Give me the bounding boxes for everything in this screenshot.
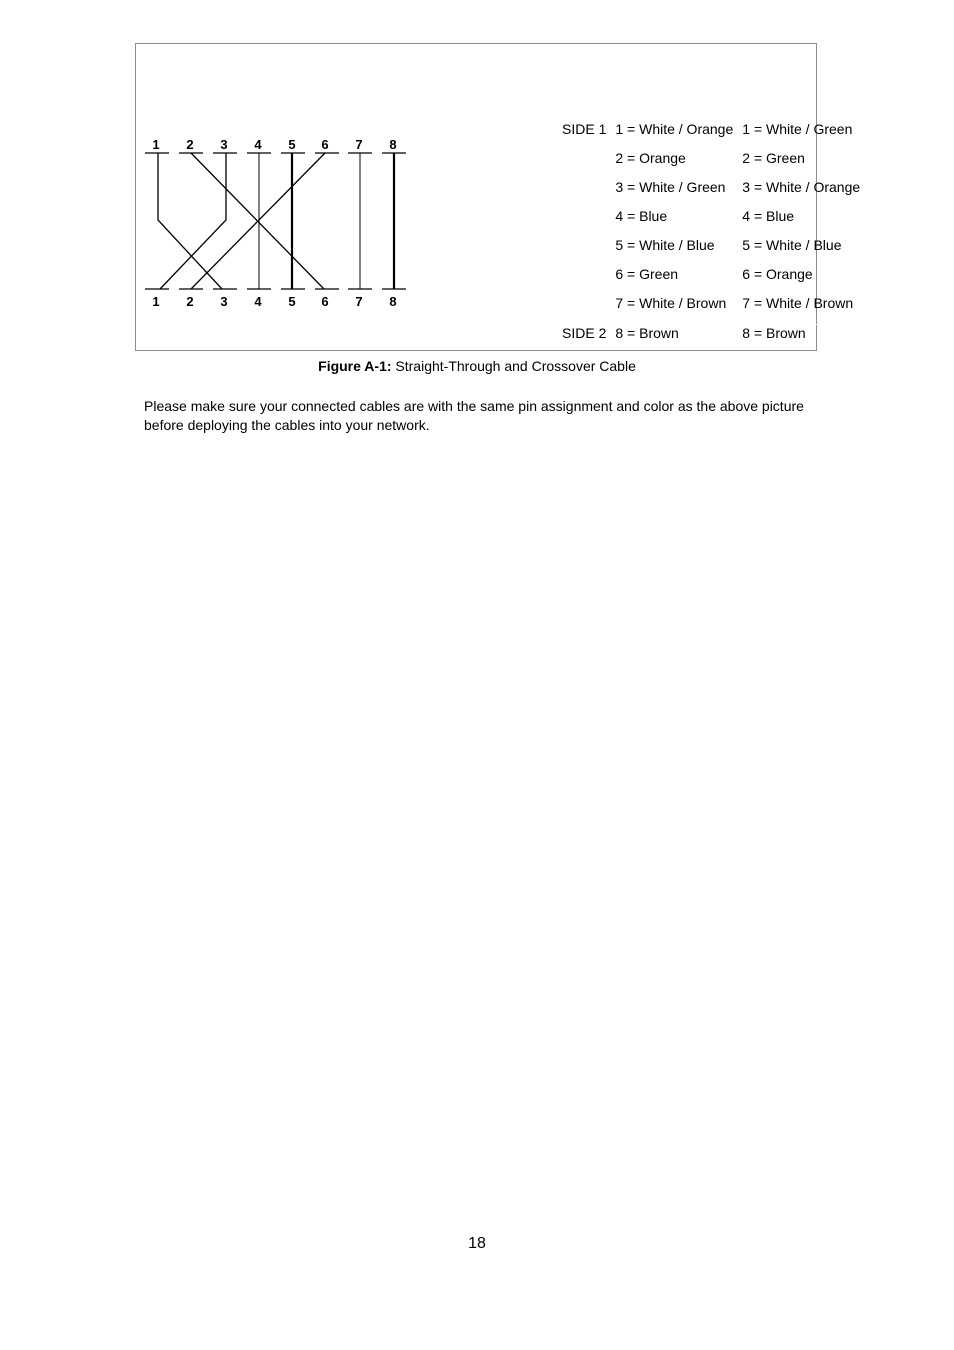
bottom-pin-label: 3 xyxy=(220,294,228,309)
top-pin-label: 3 xyxy=(220,137,228,152)
crossover-cell: 6 = Orange xyxy=(742,266,813,282)
bottom-pin-label: 5 xyxy=(288,294,296,309)
body-paragraph: Please make sure your connected cables are with the same pin assignment and color as the above picture before deploying the cables into your network. xyxy=(144,398,804,433)
straight-through-cell: 5 = White / Blue xyxy=(615,237,715,253)
top-pin-label: 6 xyxy=(321,137,329,152)
top-pin-label: 2 xyxy=(186,137,194,152)
straight-through-cell: 3 = White / Green xyxy=(615,179,726,195)
figure-caption xyxy=(0,358,954,374)
caption-text: Straight-Through and Crossover Cable xyxy=(391,358,636,374)
side-2-label: SIDE 2 xyxy=(562,324,607,341)
straight-through-cell: 4 = Blue xyxy=(615,208,668,224)
table-row xyxy=(553,208,860,237)
top-pin-label: 8 xyxy=(389,137,397,152)
straight-through-cell: 8 = Brown xyxy=(606,325,733,355)
bottom-pin-label: 2 xyxy=(186,294,194,309)
crossover-wiring-diagram xyxy=(136,44,426,350)
straight-through-cell: 6 = Green xyxy=(615,266,679,282)
crossover-cell: 4 = Blue xyxy=(742,208,795,224)
wire-1-to-3 xyxy=(158,153,222,289)
pin-assignment-table xyxy=(553,121,860,354)
crossover-cell: 8 = Brown xyxy=(733,325,860,355)
bottom-pin-label: 7 xyxy=(355,294,363,309)
top-pin-label: 4 xyxy=(254,137,262,152)
bottom-pin-label: 8 xyxy=(389,294,397,309)
crossover-cell: 2 = Green xyxy=(742,150,805,166)
figure-box xyxy=(135,43,861,351)
straight-through-cell: 1 = White / Orange xyxy=(615,121,734,137)
bottom-pin-label: 6 xyxy=(321,294,329,309)
page-number: 18 xyxy=(468,1235,486,1252)
wire-3-to-1 xyxy=(160,153,226,289)
table-row xyxy=(553,150,860,179)
crossover-cell: 5 = White / Blue xyxy=(742,237,842,253)
table-row xyxy=(553,121,860,150)
table-row xyxy=(553,179,860,208)
top-pin-labels xyxy=(152,137,396,152)
crossover-cell: 1 = White / Green xyxy=(742,121,853,137)
top-pin-label: 5 xyxy=(288,137,296,152)
bottom-pin-label: 1 xyxy=(152,294,160,309)
crossover-cell: 7 = White / Brown xyxy=(742,295,854,311)
table-row xyxy=(553,237,860,266)
crossover-cell: 3 = White / Orange xyxy=(742,179,861,195)
bottom-pin-label: 4 xyxy=(254,294,262,309)
straight-through-cell: 2 = Orange xyxy=(615,150,686,166)
bottom-pin-labels xyxy=(152,294,396,309)
straight-through-cell: 7 = White / Brown xyxy=(615,295,727,311)
top-pin-label: 1 xyxy=(152,137,160,152)
top-pin-label: 7 xyxy=(355,137,363,152)
table-row xyxy=(553,295,860,325)
caption-label: Figure A-1: xyxy=(318,358,392,374)
table-row xyxy=(553,266,860,295)
side-1-label: SIDE 1 xyxy=(562,121,607,137)
wires xyxy=(158,153,394,289)
table-row xyxy=(553,325,860,355)
